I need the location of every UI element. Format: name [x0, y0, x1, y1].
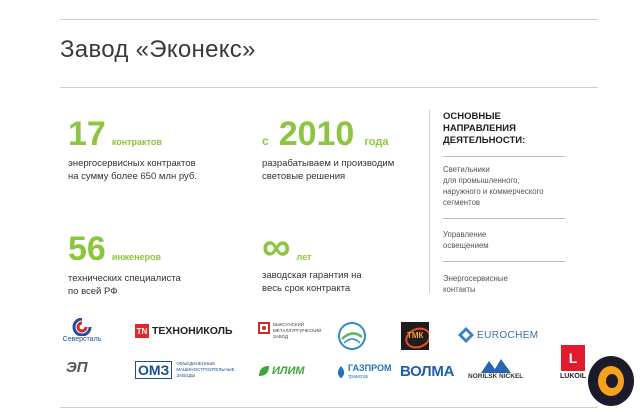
stat-description — [262, 157, 394, 183]
lukoil-mark-icon: L — [561, 345, 585, 371]
direction-line: Светильники — [443, 165, 490, 174]
stat-description-line: технических специалиста — [68, 273, 181, 284]
gazprom-text: ГАЗПРОМ — [348, 363, 392, 373]
eneroprom-logo — [66, 359, 88, 376]
vmz-text — [273, 322, 321, 340]
eneroprom-text: ЭП — [66, 359, 88, 376]
norilsk-mark-icon — [481, 357, 511, 373]
stat-contracts — [68, 117, 197, 183]
omz-logo — [135, 361, 235, 379]
eurochem-logo — [458, 327, 539, 343]
direction-line: наружного и коммерческого — [443, 187, 544, 196]
leaf-icon — [258, 365, 270, 377]
omz-caption-line: МАШИНОСТРОИТЕЛЬНЫЕ — [176, 367, 235, 372]
stat-description-line: заводская гарантия на — [262, 270, 362, 281]
stat-value: 2010 — [278, 115, 355, 153]
lukoil-text: LUKOIL — [560, 373, 587, 380]
directions-separator — [443, 218, 565, 219]
directions-title-line: НАПРАВЛЕНИЯ — [443, 123, 516, 134]
vmz-logo — [258, 322, 321, 340]
direction-item-energy-service — [443, 273, 583, 295]
tmk-text: ТМК — [407, 331, 424, 340]
stat-prefix: с — [262, 134, 269, 148]
vmz-text-line: МЕТАЛЛУРГИЧЕСКИЙ — [273, 328, 322, 333]
omz-caption-line: ЗАВОДЫ — [176, 373, 196, 378]
direction-line: Энергосервисные — [443, 274, 508, 283]
stat-value: 56 — [68, 230, 106, 268]
directions-separator — [443, 156, 565, 157]
stat-description — [68, 157, 197, 183]
stat-description-line: энергосервисных контрактов — [68, 158, 196, 169]
top-divider — [60, 19, 598, 20]
stat-description — [262, 269, 362, 295]
direction-line: сегментов — [443, 198, 481, 207]
lukoil-logo — [560, 345, 586, 380]
directions-title-line: ОСНОВНЫЕ — [443, 111, 501, 122]
directions-title-line: ДЕЯТЕЛЬНОСТИ: — [443, 135, 526, 146]
technonicol-mark-icon: TN — [135, 324, 149, 338]
stat-description — [68, 272, 181, 298]
globe-logo-icon — [336, 321, 368, 351]
omz-caption-line: ОБЪЕДИНЕННЫЕ — [176, 361, 216, 366]
norilsk-text: NORILSK NICKEL — [468, 373, 524, 380]
stat-description-line: разрабатываем и производим — [262, 158, 395, 169]
tmk-mark-icon — [401, 322, 429, 350]
volma-text: ВОЛМА — [400, 363, 455, 380]
eurochem-text: EUROCHEM — [477, 329, 539, 341]
ecology-logo — [336, 321, 368, 351]
stat-description-line: на сумму более 650 млн руб. — [68, 171, 197, 182]
direction-item-control — [443, 229, 583, 251]
tmk-logo — [401, 322, 429, 350]
corner-badge-hole — [606, 374, 618, 388]
severstal-text: Северсталь — [62, 336, 102, 343]
direction-line: освещением — [443, 241, 489, 250]
technonicol-logo — [135, 324, 233, 338]
gazprom-logo — [336, 364, 392, 382]
stat-unit: инженеров — [111, 252, 162, 262]
page-title: Завод «Эконекс» — [60, 36, 256, 63]
stat-description-line: весь срок контракта — [262, 283, 351, 294]
technonicol-text: ТЕХНОНИКОЛЬ — [152, 325, 233, 337]
direction-line: для промышленного, — [443, 176, 520, 185]
stat-value: 17 — [68, 115, 106, 153]
stat-unit: контрактов — [111, 137, 162, 147]
stat-unit: года — [364, 136, 389, 148]
vmz-text-line: ЗАВОД — [273, 334, 289, 339]
directions-title — [443, 111, 583, 147]
stat-engineers — [68, 232, 181, 298]
severstal-logo — [60, 318, 104, 343]
norilsk-logo — [468, 357, 523, 380]
severstal-mark-icon — [69, 318, 95, 336]
stat-description-line: по всей РФ — [68, 286, 118, 297]
gazprom-subtext: трансгаз — [348, 374, 368, 380]
direction-line: контакты — [443, 285, 476, 294]
direction-item-lighting — [443, 164, 583, 208]
directions-separator — [443, 261, 565, 262]
omz-caption — [176, 361, 234, 379]
bottom-divider — [60, 407, 598, 408]
vmz-mark-icon — [258, 322, 270, 334]
eurochem-diamond-icon — [458, 327, 474, 343]
vmz-text-line: ВЫКСУНСКИЙ — [273, 322, 305, 327]
stat-unit: лет — [296, 252, 312, 262]
volma-logo — [400, 363, 454, 380]
stat-since — [262, 117, 394, 183]
stat-value: ∞ — [262, 225, 291, 269]
flame-icon — [336, 366, 346, 380]
omz-text: ОМЗ — [135, 361, 172, 379]
stat-warranty — [262, 225, 362, 295]
title-divider — [60, 87, 598, 88]
ilim-logo — [258, 365, 305, 377]
ilim-text: ИЛИМ — [272, 365, 305, 377]
directions-divider — [429, 110, 430, 293]
direction-line: Управление — [443, 230, 487, 239]
stat-description-line: световые решения — [262, 171, 346, 182]
gazprom-text-block — [348, 364, 392, 382]
